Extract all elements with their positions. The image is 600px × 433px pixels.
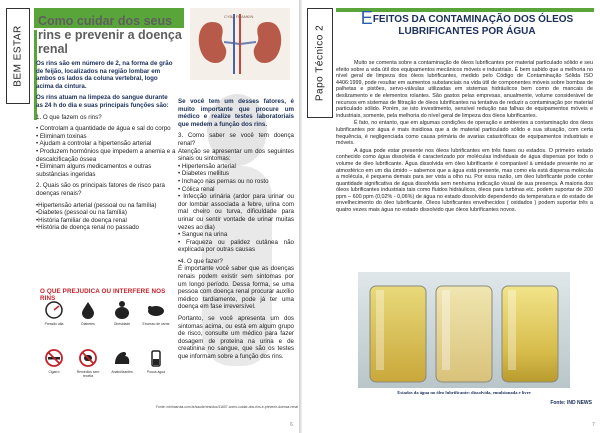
function-item: • Ajudam a controlar a hipertensão arterial [36, 140, 152, 148]
source-footnote: Fonte: minhasrota.com.br/saude/rins/doc/11607-como-cuidar-dos-rins-e-prevenir-doenca-renal [155, 405, 298, 409]
harms-icon-grid [40, 298, 172, 398]
sign-item: • Inchaço nas pernas ou no rosto [178, 177, 269, 185]
title-initial: E [360, 8, 373, 28]
diabetes-icon [78, 300, 98, 320]
side-tab-label: BEM ESTAR [12, 25, 24, 87]
question-2: 2. Quais são os principais fatores de risco para doenças renais? [36, 182, 165, 197]
side-tab-label: Papo Técnico 2 [314, 24, 326, 102]
muscle-icon [112, 348, 132, 368]
harm-label: Remédios sem receita [76, 370, 100, 378]
article-title: Como cuidar dos seus rins e prevenir a doença renal [38, 14, 182, 56]
obesity-icon [112, 300, 132, 320]
function-item: • Controlam a quantidade de água e sal do corpo [36, 125, 171, 133]
harm-label: Pressão alta [44, 322, 64, 326]
function-item: • Eliminam alguns medicamentos e outras substâncias ingeridas [36, 163, 152, 178]
risk-item: •História familiar de doença renal [36, 216, 127, 224]
risk-item: •Hipertensão arterial (pessoal ou na família) [36, 201, 157, 209]
high-pressure-icon [44, 300, 64, 320]
sign-item: • Cólica renal [178, 185, 215, 193]
page-number: 6 [290, 422, 293, 428]
oil-samples-photo [358, 272, 570, 388]
body-paragraph: A água pode estar presente nos óleos lubrificantes em três fases ou estados. O primeiro estado conhecido como água dissolvida é caracterizado por moléculas individuais de água dispersas por todo o volume de óleo lubrificante. Água dissolvida em óleo lubrificante é comparável à umidade presente no ar atmosférico em um dia úmido – sabemos que a água está presente, mas como ela está dispersa molécula a molécula, é pequena demais para ser vista a olho nu. Por essa razão, um óleo lubrificante pode conter quantidade significativa de água dissolvida sem nenhuma indicação visual de sua presença. A maioria dos óleos lubrificantes industriais tais como fluidos hidráulicos, óleos para turbinas etc. podem suportar de 200 ppm – 600 ppm (0,02% - 0,06%) de água no estado dissolvido dependendo da temperatura e do estado de envelhecimento do óleo lubrificante. Óleos lubrificantes envelhecidos ( oxidados ) podem suportar três a quatro vezes mais água no estado dissolvido que óleos lubrificantes novos. [336, 147, 593, 214]
sign-item: • Sangue na urina [178, 231, 228, 239]
sign-item: • Diabetes mellitus [178, 170, 229, 178]
right-column [178, 98, 294, 365]
harm-label: Anabolizantes [111, 370, 133, 374]
no-medicine-icon [78, 348, 98, 368]
intro-paragraph: Os rins são em número de 2, na forma de grão de feijão, localizados na região lombar em ambos os lados da coluna vertebral, logo acima da cintura. [36, 60, 173, 90]
harm-label: Excesso de carne [142, 322, 170, 326]
photo-source: Fonte: IND NEWS [550, 400, 592, 406]
page-number: 7 [592, 422, 595, 428]
body-paragraph: É fato, no entanto, que em algumas condições de operação e ambientes a contaminação dos óleos lubrificantes por água é mais insidiosa que a de material particulado sólido e sua situação, com certa frequência, é negligenciada como causa primária de avarias catastróficas de equipamentos industriais e móveis. [336, 120, 593, 147]
conclusion-paragraph: Portanto, se você apresenta um dos sintomas acima, ou está em algum grupo de risco, consulte um médico para fazer dosagem de proteína na urina e de creatinina no sangue, que são os testes que informam sobre a função dos rins. [178, 315, 294, 360]
question-4: •4. O que fazer? [178, 257, 223, 265]
harm-label: Obesidade [113, 322, 131, 326]
no-smoking-icon [44, 348, 64, 368]
body-paragraph: Muito se comenta sobre a contaminação de óleos lubrificantes por material particulado sólido e seu efeito sobre a vida útil dos equipamentos mecânicos móveis e industriais. É bem sabido que a melhoria no nível geral de limpeza dos óleos lubrificantes, medido pelo Código de Contaminação Sólida ISO 4406:1999, pode resultar em aumentos substanciais na vida útil de componentes móveis sobre bombas de palhetas e pistões, servo-válvulas utilizadas em sistemas hidráulicos bem como de mancais de deslizamento e de elementos rolantes. São gastos pelas empresas, anualmente, volume considerável de recursos em sistemas de filtração de óleos lubrificantes na tentativa de reduzir a contaminação por material particulado sólido. Porém, se isto investimento, sensível redução nas falhas de equipamentos móveis e industriais, somente, pela melhoria do nível geral de limpeza dos óleos lubrificantes. [336, 60, 593, 119]
harm-label: Cigarro [48, 370, 60, 374]
photo-caption: Estados da água no óleo lubrificante: dissolvida, emulsionada e livre [397, 390, 531, 395]
important-note: Se você tem um desses fatores, é muito importante que procure um médico e realize testes laboratoriais que medem a função dos rins. [178, 98, 294, 128]
signs-intro: Atenção se apresentar um dos seguintes sinais ou sintomas: [178, 147, 294, 163]
intro-functions: Os rins atuam na limpeza do sangue durante as 24 h do dia e suas principais funções são: [36, 94, 169, 109]
article-title [338, 8, 596, 38]
title-rest: FEITOS DA CONTAMINAÇÃO DOS ÓLEOS LUBRIFICANTES POR ÁGUA [372, 14, 574, 37]
sign-item: • Hipertensão arterial [178, 162, 236, 170]
function-item: • Produzem hormônios que impedem a anemia e a descalcificação óssea [36, 147, 176, 163]
kidney-caption: CYBA FRANKIN [224, 14, 254, 19]
side-tab-left [6, 8, 30, 104]
risk-item: •História de doença renal no passado [36, 224, 139, 232]
risk-item: •Diabetes (pessoal ou na família) [36, 209, 127, 217]
harm-label: Pouca água [146, 370, 166, 374]
what-to-do-paragraph: É importante você saber que as doenças renais podem existir sem sintomas por um longo período. Dessa forma, se uma pessoa com doença renal procurar auxílio médico tardiamente, pode já ter uma doença em fase irreversível. [178, 265, 294, 311]
side-tab-right [307, 8, 333, 118]
question-1: 1. O que fazem os rins? [36, 113, 102, 121]
red-meat-icon [146, 300, 166, 320]
harm-label: Diabetes [81, 322, 95, 326]
sign-item: • Infecção urinária (ardor para urinar ou dor lombar associada a febre, urina com mal cheiro ou turva, dificuldade para urinar ou sentir vontade de urinar muitas vezes ao dia) [178, 193, 294, 231]
function-item: • Eliminam toxinas [36, 132, 87, 140]
harms-title: O QUE PREJUDICA OU INTERFERE NOS RINS [40, 288, 166, 302]
water-icon [146, 348, 166, 368]
question-3: 3. Como saber se você tem doença renal? [178, 132, 294, 147]
left-column [36, 60, 176, 236]
article-body [336, 60, 593, 215]
sign-item: • Fraqueza ou palidez cutânea não explicada por outras causas [178, 238, 294, 254]
